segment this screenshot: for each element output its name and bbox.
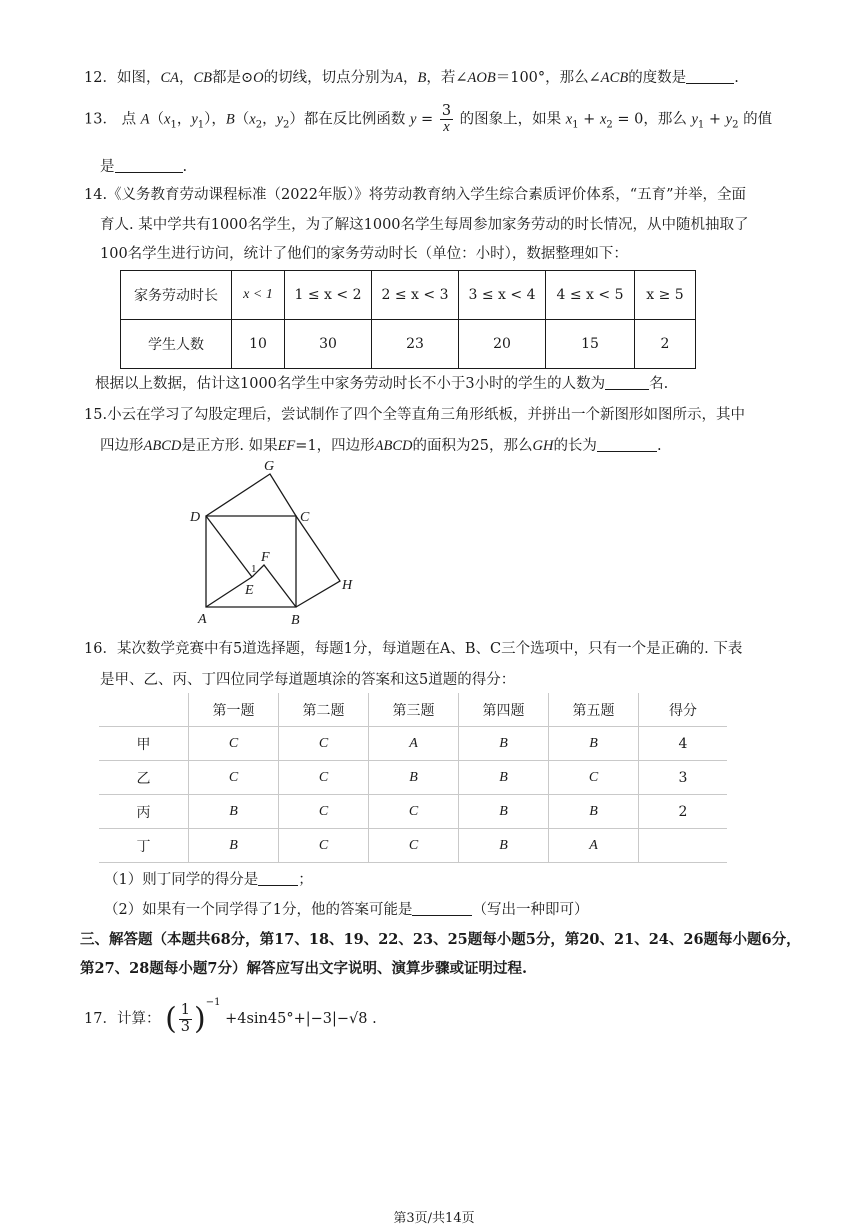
q12-number: 12．	[84, 70, 117, 86]
question-14-line2: 育人. 某中学共有1000名学生，为了解这1000名学生每周参加家务劳动的时长情况，从中随机抽取了	[100, 217, 749, 233]
question-16-line2: 是甲、乙、丙、丁四位同学每道题填涂的答案和这5道题的得分：	[100, 672, 516, 688]
function-fraction: $\frac{3}{x}$	[441, 103, 452, 136]
section-3-heading: 三、解答题（本题共68分，第17、18、19、22、23、25题每小题5分，第20、21、24、26题每小题6分，	[80, 931, 801, 948]
answer-blank[interactable]	[412, 901, 472, 916]
segment-de	[206, 516, 252, 577]
table-row: 家务劳动时长 x < 1 1 ≤ x < 2 2 ≤ x < 3 3 ≤ x < 4 4 ≤ x < 5 x ≥ 5	[121, 271, 696, 320]
answer-blank[interactable]	[605, 375, 649, 390]
question-12: 12．如图，CA，CB都是⊙O的切线，切点分别为A，B，若∠AOB＝100°，那么∠ACB的度数是 .	[84, 70, 739, 86]
label-f: F	[261, 550, 270, 565]
question-15-line2: 四边形ABCD是正方形. 如果EF=1，四边形ABCD的面积为25，那么GH的长为 .	[100, 438, 662, 454]
label-e: E	[245, 583, 254, 598]
triangle-dgc	[206, 474, 296, 516]
page-footer: 第3页/共14页	[393, 1211, 475, 1226]
label-1: 1	[251, 563, 257, 575]
answer-blank[interactable]	[115, 158, 183, 173]
question-13: 13． 点 $A(x_1$，$y_1$），$B(x_2$，$y_2$）都在反比例函数 y = $\frac{3}{x}$ 的图象上，如果 $x_1 + x_2 = 0$，那么 $y_1 + y_2$ 的值	[84, 103, 773, 136]
label-b: B	[291, 613, 300, 628]
question-16-sub1: （1）则丁同学的得分是 ；	[104, 872, 313, 888]
question-16-sub2: （2）如果有一个同学得了1分，他的答案可能是 （写出一种即可）	[104, 902, 589, 918]
table-row: 甲 C C A B B 4	[99, 727, 727, 761]
labor-time-table	[120, 270, 696, 369]
question-14-line1: 14.《义务教育劳动课程标准（2022年版）》将劳动教育纳入学生综合素质评价体系，“五育”并举，全面	[84, 187, 747, 203]
table-row: 乙 C C B B C 3	[99, 761, 727, 795]
question-15-line1: 15.小云在学习了勾股定理后，尝试制作了四个全等直角三角形纸板，并拼出一个新图形如图所示，其中	[84, 407, 746, 423]
question-17: 17．计算： ( $\frac{1}{3}$ )$^{-1}$ +4sin45°+|−3|−√8 .	[84, 997, 377, 1037]
label-c: C	[300, 510, 310, 525]
question-14-after: 根据以上数据，估计这1000名学生中家务劳动时长不小于3小时的学生的人数为 名.	[95, 376, 669, 392]
question-16-line1: 16．某次数学竞赛中有5道选择题，每题1分，每道题在A、B、C三个选项中，只有一个是正确的. 下表	[84, 641, 743, 657]
answer-blank[interactable]	[258, 871, 298, 886]
triangle-chb	[296, 516, 340, 607]
geometry-figure	[180, 455, 380, 630]
fraction-one-third: $\frac{1}{3}$	[180, 1002, 191, 1035]
question-13-line2: 是 .	[100, 159, 188, 175]
answers-table	[99, 693, 727, 863]
table-row: 学生人数 10 30 23 20 15 2	[121, 320, 696, 369]
triangle-efb	[252, 565, 296, 607]
table-row: 丁 B C C B A	[99, 829, 727, 863]
label-d: D	[190, 510, 201, 525]
label-a: A	[198, 612, 207, 627]
table-row: 丙 B C C B B 2	[99, 795, 727, 829]
question-14-line3: 100名学生进行访问，统计了他们的家务劳动时长（单位：小时），数据整理如下：	[100, 246, 628, 262]
section-3-heading-line2: 第27、28题每小题7分）解答应写出文字说明、演算步骤或证明过程.	[80, 960, 527, 977]
answer-blank[interactable]	[597, 437, 657, 452]
label-g: G	[264, 459, 275, 474]
label-h: H	[342, 578, 353, 593]
answer-blank[interactable]	[686, 69, 734, 84]
table-header-row: 第一题 第二题 第三题 第四题 第五题 得分	[99, 693, 727, 727]
